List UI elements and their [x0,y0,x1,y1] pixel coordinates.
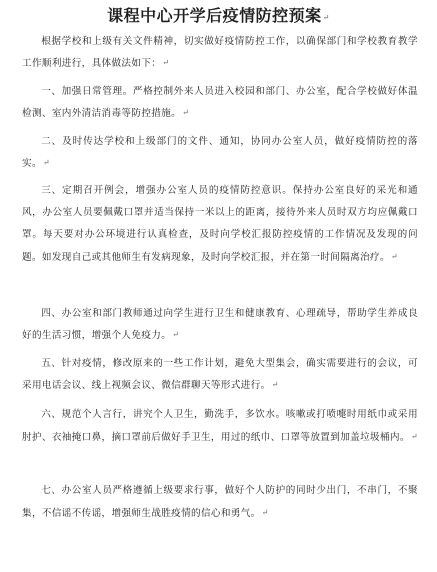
paragraph-mark-icon: ↵ [182,107,190,117]
paragraph-mark-icon: ↵ [172,329,180,339]
paragraph-text: 四、办公室和部门教师通过向学生进行卫生和健康教育、心理疏导，帮助学生养成良好的生活习惯，增强个人免疫力。 [22,308,418,341]
paragraph-mark-icon: ↵ [271,379,279,389]
paragraph-text: 五、针对疫情，修改原来的一些工作计划，避免大型集会，确实需要进行的会议，可采用电话会议、线上视频会议、微信群聊天等形式进行。 [22,358,418,391]
paragraph-4 [22,304,418,346]
paragraph-text: 三、定期召开例会，增强办公室人员的疫情防控意识。保持办公室良好的采光和通风，办公室人员要佩戴口罩并适当保持一米以上的距离，接待外来人员时双方均应佩戴口罩。每天要对办公环境进行认真检查，及时向学校汇报防控疫情的工作情况及发现的问题。如发现自己或其他师生有发病现象，及时向学校汇报，并在第一时间隔离治疗。 [22,185,418,263]
paragraph-5 [22,354,418,396]
paragraph-2 [22,132,418,174]
paragraph-text: 根据学校和上级有关文件精神，切实做好疫情防控工作，以确保部门和学校教育教学工作顺利进行，具体做法如下： [22,36,418,69]
paragraph-text: 六、规范个人言行，讲究个人卫生，勤洗手，多饮水。咳嗽或打喷嚏时用纸巾或采用肘护、衣袖掩口鼻，摘口罩前后做好手卫生，用过的纸巾、口罩等放置到加盖垃圾桶内。 [22,409,418,443]
paragraph-6 [22,404,418,449]
paragraph-7 [22,480,418,525]
paragraph-mark-icon: ↵ [322,13,330,22]
paragraph-text: 二、及时传达学校和上级部门的文件、通知，协同办公室人员，做好疫情防控的落实。 [22,136,418,169]
paragraph-mark-icon: ↵ [162,57,170,67]
document-title [0,6,437,28]
paragraph-3 [22,180,418,269]
paragraph-text: 一、加强日常管理。严格控制外来人员进入校园和部门、办公室，配合学校做好体温检测、室内外清洁消毒等防控措施。 [22,86,418,119]
paragraph-1 [22,82,418,124]
paragraph-intro [22,32,418,74]
title-text: 课程中心开学后疫情防控预案 [107,6,322,25]
paragraph-mark-icon: ↵ [42,157,50,167]
paragraph-mark-icon: ↵ [410,432,418,441]
paragraph-mark-icon: ↵ [390,252,398,261]
paragraph-text: 七、办公室人员严格遵循上级要求行事，做好个人防护的同时少出门，不串门，不聚集，不信谣不传谣，增强师生战胜疫情的信心和勇气。 [22,485,418,519]
paragraph-mark-icon: ↵ [261,508,269,517]
